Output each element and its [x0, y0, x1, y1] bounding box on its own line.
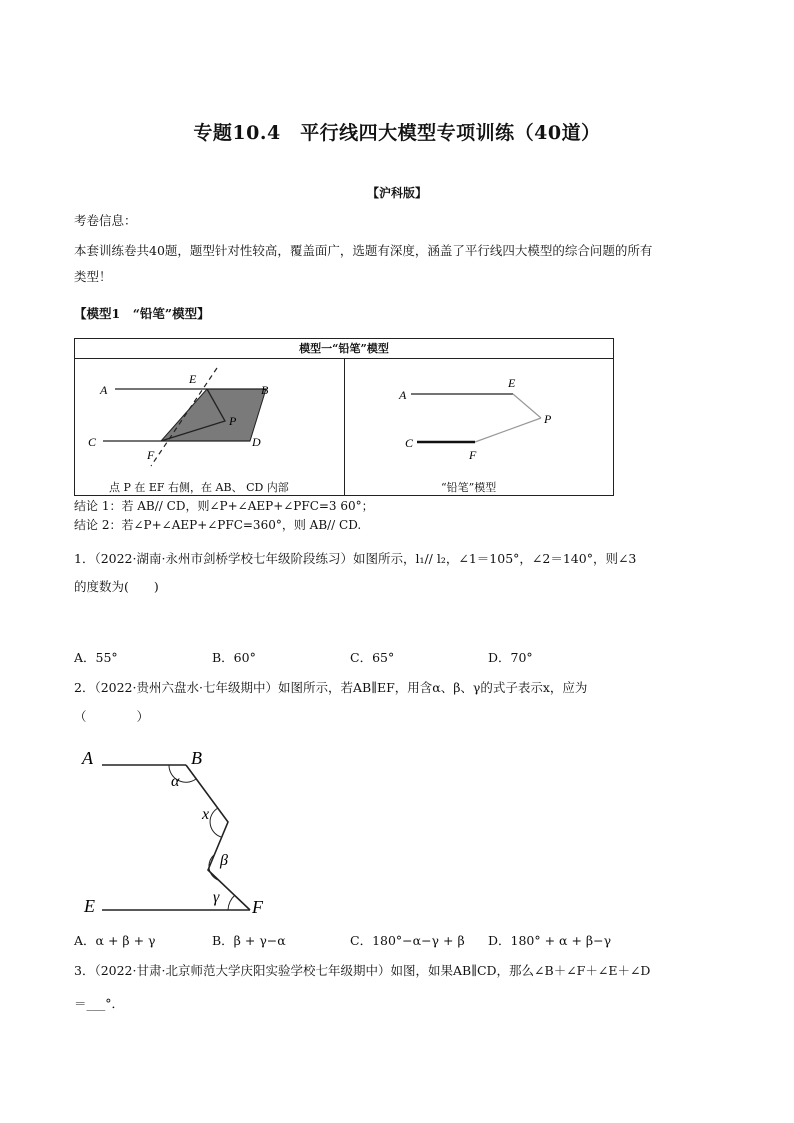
label-x: x: [202, 806, 210, 823]
label-beta: β: [220, 852, 228, 869]
question-1-option-a: A．55°: [74, 650, 118, 665]
left-caption: 点 P 在 EF 右侧，在 AB、 CD 内部: [109, 481, 289, 494]
pencil-model-figure-left: [75, 358, 344, 478]
label-c: C: [405, 436, 414, 450]
label-a: A: [399, 388, 407, 402]
segment-pf: [475, 418, 541, 442]
question-3-stem-line-1: 3．（2022·甘肃·北京师范大学庆阳实验学校七年级期中）如图，如果AB∥CD，那么∠B＋∠F＋∠E＋∠D: [74, 963, 651, 978]
question-1-option-d: D．70°: [488, 650, 533, 665]
question-2-stem-line-1: 2．（2022·贵州六盘水·七年级期中）如图所示，若AB∥EF，用含α、β、γ的式子表示x，应为: [74, 680, 588, 695]
label-p: P: [544, 412, 552, 426]
label-e: E: [189, 372, 197, 386]
label-p: P: [229, 414, 237, 428]
pencil-model-figure-right: [345, 358, 613, 478]
label-a: A: [82, 748, 93, 768]
question-1-stem-line-1: 1．（2022·湖南·永州市剑桥学校七年级阶段练习）如图所示，l₁// l₂，∠1＝105°，∠2＝140°，则∠3: [74, 551, 637, 566]
question-3-stem-line-2: ＝___°．: [74, 996, 125, 1011]
edition-label: 【沪科版】: [366, 186, 427, 200]
question-2-figure: [74, 740, 294, 925]
label-c: C: [88, 435, 97, 449]
question-2-option-b: B．β + γ−α: [212, 933, 286, 948]
label-b: B: [261, 383, 269, 397]
segment-ep: [513, 394, 541, 418]
label-f: F: [147, 448, 155, 462]
question-1-option-c: C．65°: [350, 650, 395, 665]
page-title: 专题10.4 平行线四大模型专项训练（40道）: [193, 122, 601, 144]
label-f: F: [252, 897, 263, 917]
intro-line-1: 本套训练卷共40题，题型针对性较高，覆盖面广，选题有深度，涵盖了平行线四大模型的综合问题的所有: [74, 243, 653, 258]
question-2-option-d: D．180° + α + β−γ: [488, 933, 612, 948]
label-a: A: [100, 383, 108, 397]
conclusion-2: 结论 2：若∠P+∠AEP+∠PFC=360°，则 AB// CD.: [74, 518, 362, 532]
right-caption: “铅笔”模型: [441, 481, 497, 494]
label-f: F: [469, 448, 477, 462]
shaded-region: [161, 389, 266, 441]
angle-x-arc: [210, 808, 221, 837]
label-e: E: [84, 896, 95, 916]
question-1-option-b: B．60°: [212, 650, 256, 665]
label-b: B: [191, 748, 202, 768]
intro-line-2: 类型！: [74, 269, 112, 284]
question-2-option-a: A．α + β + γ: [74, 933, 156, 948]
angle-gamma-arc: [228, 895, 235, 910]
model-table: [74, 338, 614, 496]
conclusion-1: 结论 1：若 AB// CD，则∠P+∠AEP+∠PFC=3 60°；: [74, 499, 374, 513]
model-table-header: 模型一“铅笔”模型: [75, 339, 613, 359]
label-alpha: α: [171, 773, 180, 790]
question-2-stem-line-2: （ ）: [74, 709, 150, 724]
label-e: E: [508, 376, 516, 390]
question-2-option-c: C．180°−α−γ + β: [350, 933, 465, 948]
label-gamma: γ: [213, 889, 220, 906]
model1-heading: 【模型1 “铅笔”模型】: [74, 306, 210, 321]
exam-info-label: 考卷信息：: [74, 213, 137, 228]
label-d: D: [252, 435, 261, 449]
question-1-stem-line-2: 的度数为( ): [74, 579, 159, 594]
